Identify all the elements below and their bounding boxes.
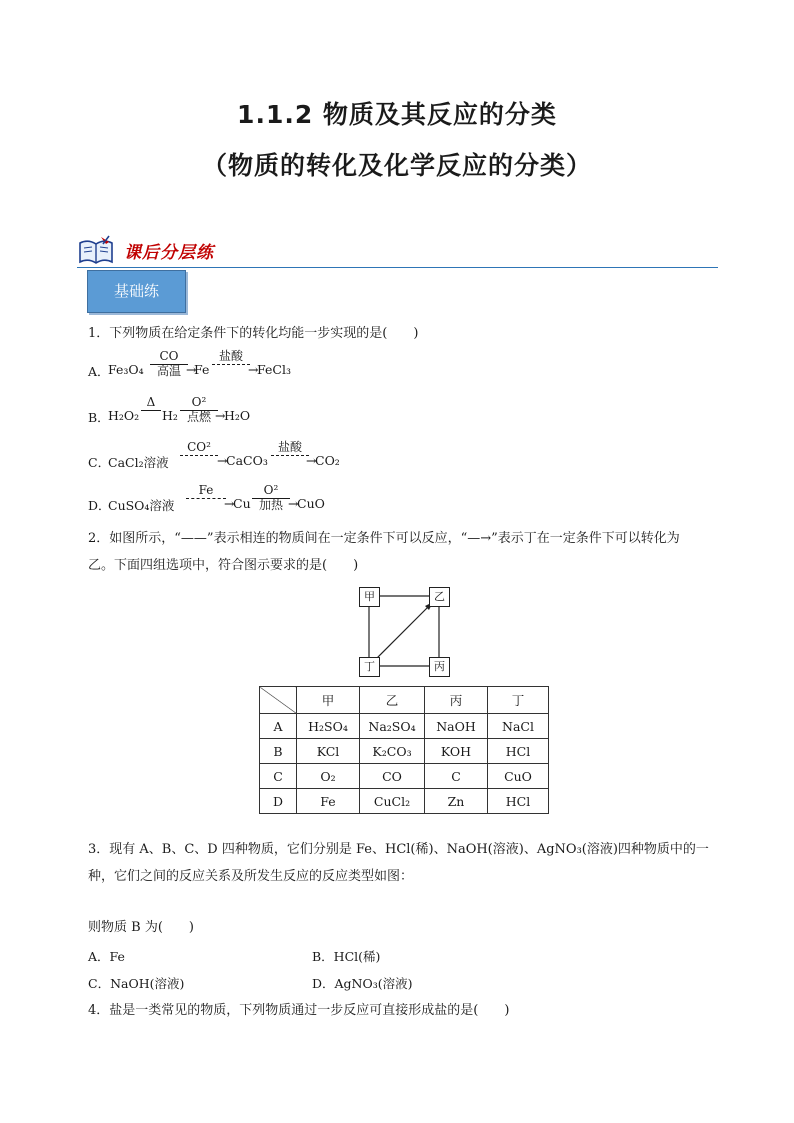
table-cell: Fe (297, 789, 360, 814)
q3-question: 则物质 B 为( ) (88, 920, 194, 935)
reaction-diagram (355, 583, 455, 679)
table-cell: Na₂SO₄ (360, 714, 425, 739)
corner-cell (260, 687, 297, 714)
arrow-head: → (215, 408, 226, 423)
condition-top: CO² (187, 440, 211, 454)
q1-stem: 1．下列物质在给定条件下的转化均能一步实现的是( ) (88, 326, 419, 341)
species: Fe (194, 362, 210, 377)
species: CaCl₂溶液 (108, 455, 169, 470)
section-divider (77, 267, 718, 268)
species: H₂O₂ (108, 408, 140, 423)
level-tab (87, 270, 186, 313)
table-cell: HCl (488, 789, 549, 814)
table-header-row (260, 687, 549, 714)
option-label: A． (88, 364, 110, 379)
level-tab-label: 基础练 (113, 282, 159, 300)
q4-stem: 4．盐是一类常见的物质，下列物质通过一步反应可直接形成盐的是( ) (88, 1003, 510, 1018)
q2-stem-line2: 乙。下面四组选项中，符合图示要求的是( ) (88, 558, 359, 573)
options-table (259, 686, 549, 814)
table-cell: O₂ (297, 764, 360, 789)
node-yi: 乙 (429, 587, 450, 607)
reaction-arrow (150, 350, 188, 378)
species: H₂ (162, 408, 178, 423)
section-banner: 课后分层练 (124, 243, 214, 263)
species: CuO (297, 496, 325, 511)
reaction-arrow (180, 441, 218, 456)
q3-option-d: D．AgNO₃(溶液) (312, 976, 413, 991)
arrow-head: → (306, 453, 317, 468)
species: CaCO₃ (226, 453, 268, 468)
node-jia: 甲 (359, 587, 380, 607)
table-cell: NaCl (488, 714, 549, 739)
reaction-arrow (252, 484, 290, 512)
condition-top: O² (263, 483, 279, 497)
page-subtitle: （物质的转化及化学反应的分类） (201, 151, 592, 180)
col-header: 乙 (360, 687, 425, 714)
reaction-arrow (212, 350, 250, 365)
reaction-arrow (141, 396, 161, 411)
option-label: D． (88, 498, 111, 513)
option-label: C． (88, 455, 111, 470)
condition-top: Δ (146, 395, 156, 409)
table-cell: CuCl₂ (360, 789, 425, 814)
reaction-arrow (180, 396, 218, 424)
q3-option-a: A．Fe (88, 949, 125, 964)
col-header: 甲 (297, 687, 360, 714)
condition-bottom: 点燃 (186, 410, 211, 424)
table-cell: Zn (425, 789, 488, 814)
reaction-arrow (271, 441, 309, 456)
row-label: D (260, 789, 297, 814)
table-row (260, 789, 549, 814)
condition-top: 盐酸 (277, 440, 302, 454)
row-label: B (260, 739, 297, 764)
col-header: 丙 (425, 687, 488, 714)
col-header: 丁 (488, 687, 549, 714)
arrow-head: → (248, 362, 259, 377)
species: CO₂ (315, 453, 340, 468)
species: Cu (233, 496, 251, 511)
row-label: C (260, 764, 297, 789)
arrow-head: → (288, 496, 299, 511)
condition-top: O² (191, 395, 207, 409)
book-icon (77, 234, 115, 268)
option-label: B． (88, 410, 110, 425)
table-cell: C (425, 764, 488, 789)
table-cell: H₂SO₄ (297, 714, 360, 739)
q3-option-c: C．NaOH(溶液) (88, 976, 185, 991)
arrow-head: → (224, 496, 235, 511)
reaction-arrow (186, 484, 226, 499)
table-cell: K₂CO₃ (360, 739, 425, 764)
arrow-head: → (186, 362, 197, 377)
node-bing: 丙 (429, 657, 450, 677)
condition-bottom: 高温 (156, 364, 181, 378)
node-ding: 丁 (359, 657, 380, 677)
row-label: A (260, 714, 297, 739)
condition-top: CO (159, 349, 179, 363)
table-row (260, 764, 549, 789)
table-cell: CuO (488, 764, 549, 789)
q3-option-b: B．HCl(稀) (312, 949, 381, 964)
species: Fe₃O₄ (108, 362, 144, 377)
table-cell: HCl (488, 739, 549, 764)
species: H₂O (224, 408, 251, 423)
table-cell: CO (360, 764, 425, 789)
q2-stem-line1: 2．如图所示，“——”表示相连的物质间在一定条件下可以反应，“—→”表示丁在一定条件下可以转化为 (88, 531, 680, 546)
table-row (260, 714, 549, 739)
condition-top: Fe (198, 483, 214, 497)
table-row (260, 739, 549, 764)
species: CuSO₄溶液 (108, 498, 175, 513)
arrow-head: → (217, 453, 228, 468)
q3-stem-line2: 种，它们之间的反应关系及所发生反应的反应类型如图： (88, 869, 414, 884)
page-title: 1.1.2 物质及其反应的分类 (237, 100, 557, 129)
species: FeCl₃ (257, 362, 291, 377)
table-cell: NaOH (425, 714, 488, 739)
q3-stem-line1: 3．现有 A、B、C、D 四种物质，它们分别是 Fe、HCl(稀)、NaOH(溶液)、AgNO₃(溶液)四种物质中的一 (88, 842, 709, 857)
table-cell: KOH (425, 739, 488, 764)
condition-bottom: 加热 (258, 498, 283, 512)
table-cell: KCl (297, 739, 360, 764)
condition-top: 盐酸 (218, 349, 243, 363)
